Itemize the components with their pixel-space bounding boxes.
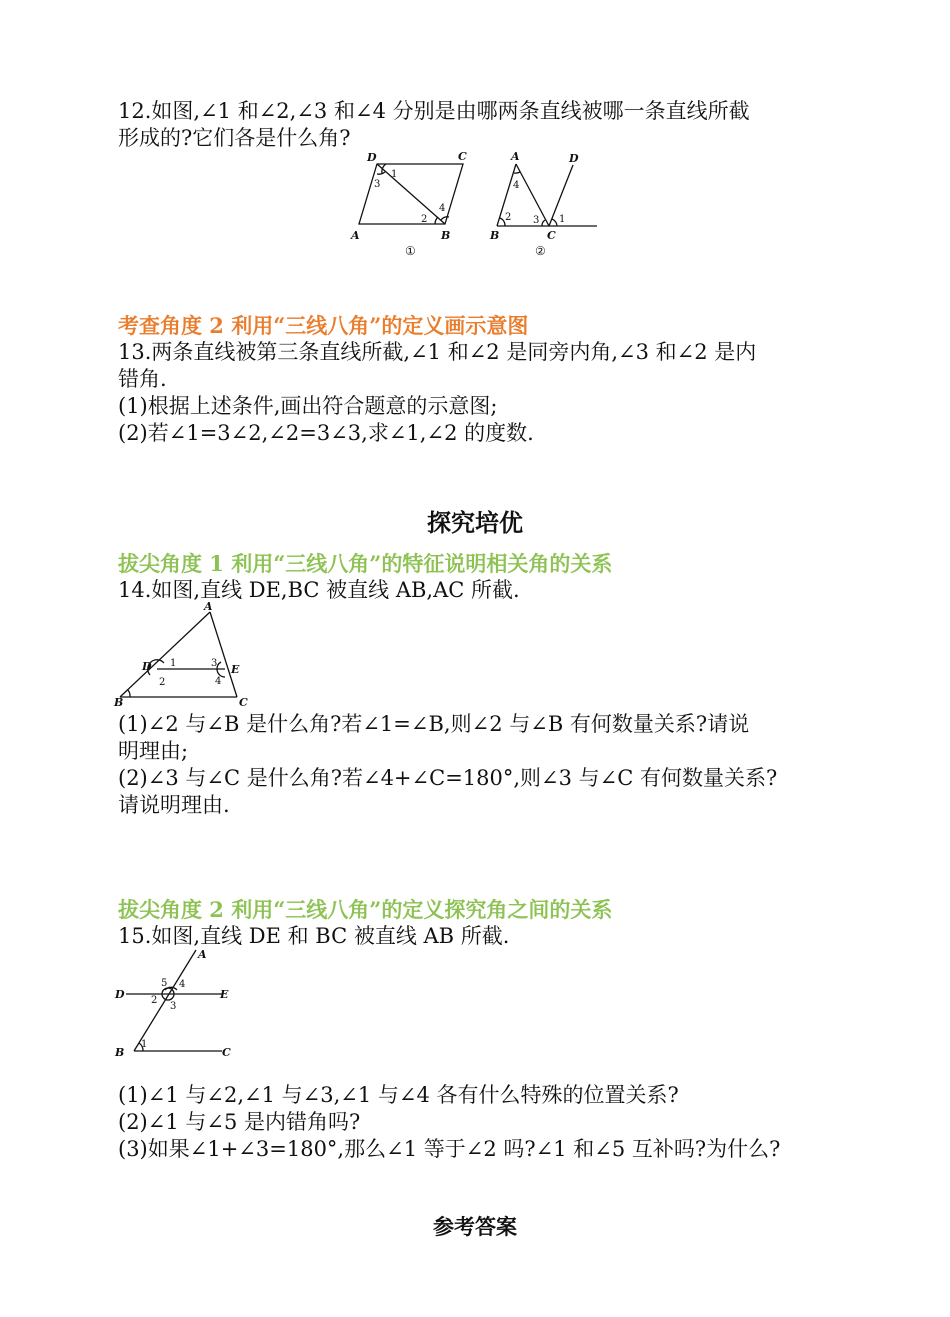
question-14-line: (1)∠2 与∠B 是什么角?若∠1=∠B,则∠2 与∠B 有何数量关系?请说 [118,712,750,736]
section-title: 探究培优 [427,508,523,537]
point-label-c: C [239,696,248,709]
question-14-line: 请说明理由. [118,793,230,817]
section-heading-angle-2: 考查角度 2 利用“三线八角”的定义画示意图 [118,313,529,338]
question-13-line: 错角. [118,367,167,391]
angle-number-1: 1 [170,658,177,669]
diagonal-db [377,164,445,224]
angle-arc [514,172,520,173]
angle-number-2: 2 [151,995,158,1006]
figure-12-1 [345,148,475,260]
figure-14 [112,600,257,710]
angle-number-3: 3 [211,658,218,669]
question-15-parts [118,1082,834,1163]
angle-number-1: 1 [391,169,398,180]
question-12 [118,98,834,152]
angle-number-2: 2 [159,677,166,688]
question-12-line: 形成的?它们各是什么角? [118,126,351,150]
point-label-e: E [231,663,240,676]
angle-number-4: 4 [513,180,520,191]
angle-number-3: 3 [533,215,540,226]
question-13-line: (2)若∠1=3∠2,∠2=3∠3,求∠1,∠2 的度数. [118,421,534,445]
question-13-line: 13.两条直线被第三条直线所截,∠1 和∠2 是同旁内角,∠3 和∠2 是内 [118,340,757,364]
point-label-b: B [490,229,500,242]
line-ab [134,950,196,1051]
question-15-line: (3)如果∠1+∠3=180°,那么∠1 等于∠2 吗?∠1 和∠5 互补吗?为什么? [118,1137,781,1161]
angle-arc [128,690,130,697]
angle-number-2: 2 [505,212,512,223]
section-heading-top-2: 拔尖角度 2 利用“三线八角”的定义探究角之间的关系 [118,897,613,922]
point-label-a: A [351,229,360,242]
angle-number-4: 4 [179,979,186,990]
figure-caption-2: ② [535,244,546,258]
point-label-a: A [198,948,207,961]
angle-number-3: 3 [170,1001,177,1012]
point-label-a: A [511,150,520,163]
figure-caption-1: ① [405,244,416,258]
point-label-c: C [222,1046,231,1059]
section-heading-top-1: 拔尖角度 1 利用“三线八角”的特征说明相关角的关系 [118,551,613,576]
point-label-c: C [458,150,467,163]
point-label-d: D [569,152,579,165]
figure-12-2 [485,148,600,260]
answer-title: 参考答案 [433,1214,517,1239]
point-label-b: B [441,229,451,242]
question-12-line: 12.如图,∠1 和∠2,∠3 和∠4 分别是由哪两条直线被哪一条直线所截 [118,99,750,123]
question-15-line: 15.如图,直线 DE 和 BC 被直线 AB 所截. [118,924,510,948]
point-label-d: D [115,988,125,1001]
angle-arc [542,220,545,226]
angle-arc [441,217,449,220]
angle-arc [217,662,221,669]
point-label-a: A [204,600,213,613]
angle-arc [377,172,385,174]
angle-number-3: 3 [374,179,381,190]
angle-number-1: 1 [141,1039,148,1050]
question-15-line: (2)∠1 与∠5 是内错角吗? [118,1110,361,1134]
point-label-d: D [367,151,377,164]
question-14-line: 14.如图,直线 DE,BC 被直线 AB,AC 所截. [118,578,520,602]
point-label-b: B [115,1046,125,1059]
question-15-line: (1)∠1 与∠2,∠1 与∠3,∠1 与∠4 各有什么特殊的位置关系? [118,1083,679,1107]
point-label-b: B [114,696,124,709]
question-13-line: (1)根据上述条件,画出符合题意的示意图; [118,394,498,418]
point-label-d: D [142,660,152,673]
angle-number-5: 5 [161,978,168,989]
angle-number-1: 1 [559,214,566,225]
angle-arc [435,217,438,224]
angle-arc [552,219,557,226]
angle-number-2: 2 [421,214,428,225]
angle-number-4: 4 [215,676,222,687]
point-label-c: C [547,229,556,242]
question-14-line: (2)∠3 与∠C 是什么角?若∠4+∠C=180°,则∠3 与∠C 有何数量关系? [118,766,778,790]
angle-number-4: 4 [439,203,446,214]
figure-15 [112,946,237,1061]
question-14-parts [118,711,834,819]
question-13 [118,339,834,447]
point-label-e: E [220,988,229,1001]
question-14-line: 明理由; [118,739,189,763]
